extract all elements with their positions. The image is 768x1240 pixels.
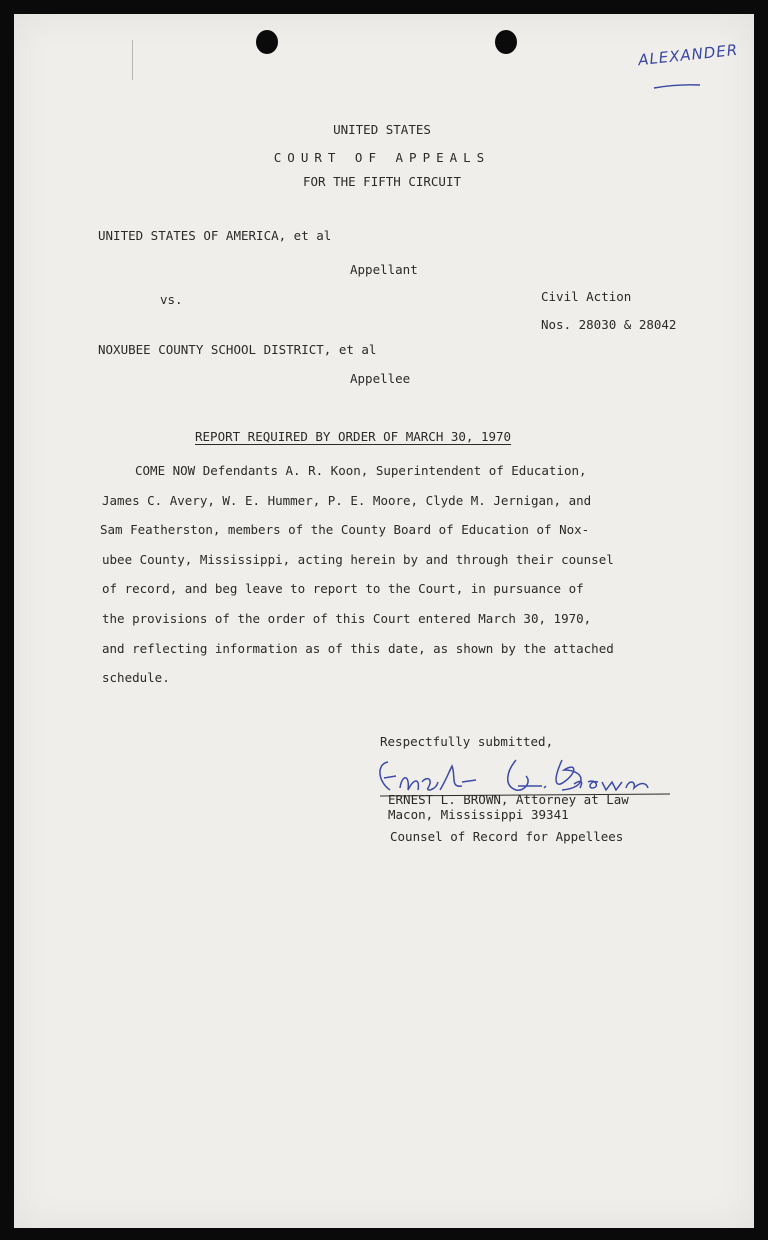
case-type: Civil Action (541, 289, 632, 304)
case-numbers: Nos. 28030 & 28042 (541, 317, 677, 332)
defendant-role: Appellee (350, 371, 411, 386)
header-line-2: COURT OF APPEALS (273, 150, 491, 165)
plaintiff-name: UNITED STATES OF AMERICA, et al (98, 228, 332, 243)
attorney-role: Counsel of Record for Appellees (390, 829, 624, 844)
body-line: Sam Featherston, members of the County Board of Education of Nox- (100, 522, 590, 538)
punch-hole-left (256, 30, 278, 54)
body-line: James C. Avery, W. E. Hummer, P. E. Moore, Clyde M. Jernigan, and (102, 492, 592, 508)
attorney-name: ERNEST L. BROWN, Attorney at Law (388, 792, 629, 807)
report-title: REPORT REQUIRED BY ORDER OF MARCH 30, 1970 (195, 429, 512, 444)
plaintiff-role: Appellant (350, 262, 418, 277)
body-line: schedule. (102, 670, 170, 686)
attorney-address: Macon, Mississippi 39341 (388, 807, 569, 822)
body-line: ubee County, Mississippi, acting herein by and through their counsel (102, 551, 614, 567)
closing: Respectfully submitted, (380, 734, 554, 749)
header-line-1: UNITED STATES (333, 122, 431, 137)
edge-mark (132, 40, 133, 80)
defendant-name: NOXUBEE COUNTY SCHOOL DISTRICT, et al (98, 342, 377, 357)
header-line-3: FOR THE FIFTH CIRCUIT (302, 174, 462, 189)
body-line: the provisions of the order of this Court entered March 30, 1970, (102, 610, 592, 626)
versus: vs. (160, 292, 183, 307)
body-line: of record, and beg leave to report to the Court, in pursuance of (102, 581, 584, 597)
handwritten-underline (652, 82, 702, 90)
handwritten-annotation: ALEXANDER (637, 40, 739, 70)
body-line: and reflecting information as of this date, as shown by the attached (102, 640, 614, 656)
report-body (88, 456, 698, 693)
body-line: COME NOW Defendants A. R. Koon, Superintendent of Education, (135, 463, 587, 478)
punch-hole-right (495, 30, 517, 54)
